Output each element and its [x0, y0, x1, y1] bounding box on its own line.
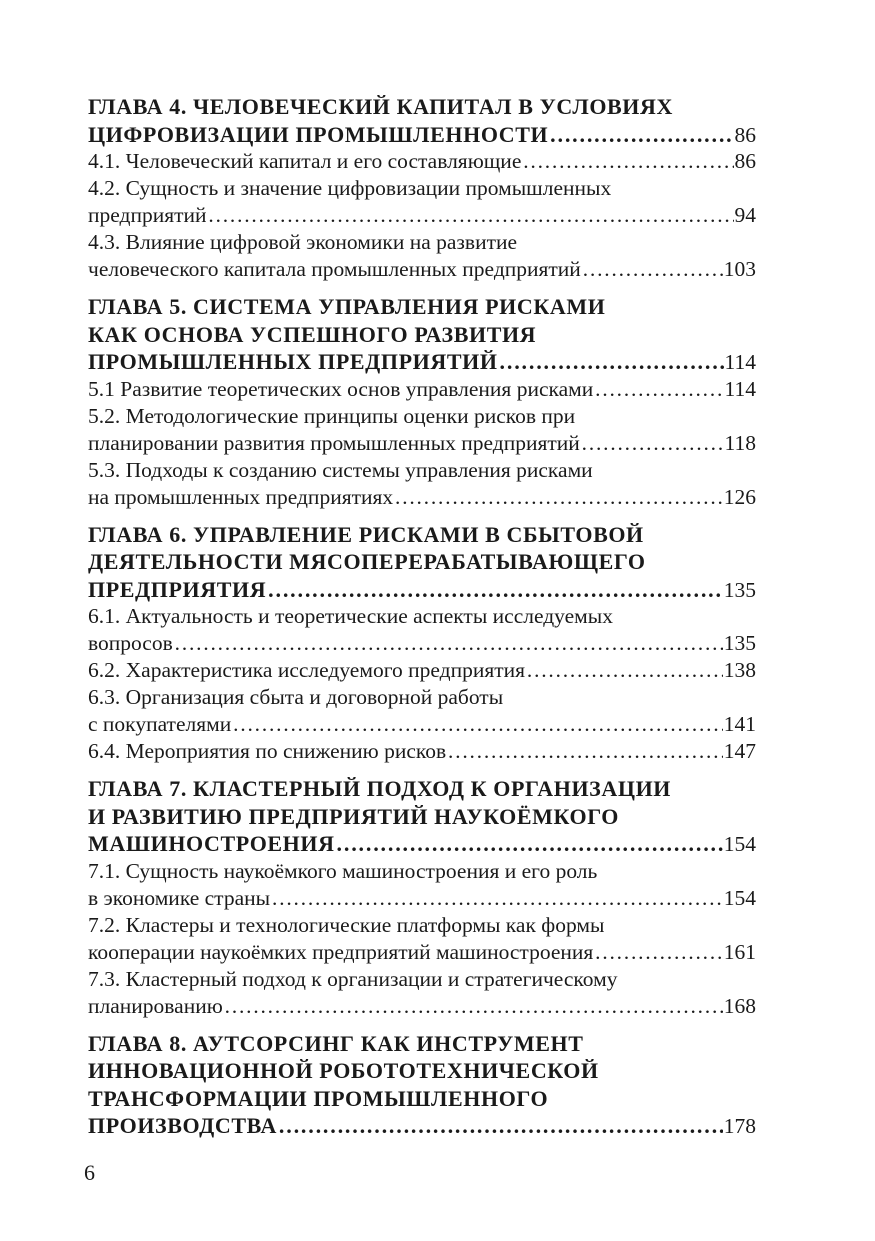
toc-page-number: 154	[723, 885, 756, 910]
toc-entry-line	[88, 430, 756, 457]
toc-page-number: 86	[734, 149, 756, 173]
toc-page-number: 103	[723, 257, 756, 281]
toc-entry-text: 4.2. Сущность и значение цифровизации промышленных	[88, 176, 612, 200]
toc-entry-text: 5.2. Методологические принципы оценки рисков при	[88, 403, 576, 428]
toc-page-number: 147	[723, 739, 756, 763]
toc-page-number: 135	[723, 631, 756, 655]
toc-entry-text: вопросов	[88, 631, 173, 655]
dot-leader	[581, 430, 724, 457]
toc-entry-line	[88, 830, 756, 858]
toc-entry-text: ИННОВАЦИОННОЙ РОБОТОТЕХНИЧЕСКОЙ	[88, 1058, 599, 1083]
toc-page-number: 178	[723, 1114, 756, 1138]
toc-entry-line	[88, 576, 756, 604]
toc-entry-line	[88, 993, 756, 1020]
toc-entry-line-continued	[88, 521, 756, 549]
toc-entry-line	[88, 121, 756, 149]
toc-entry-line-continued	[88, 229, 756, 256]
toc-chapter-ch5	[88, 293, 756, 376]
dot-leader	[447, 738, 723, 765]
toc-entry-text: ГЛАВА 4. ЧЕЛОВЕЧЕСКИЙ КАПИТАЛ В УСЛОВИЯХ	[88, 94, 673, 119]
toc-entry-text: ДЕЯТЕЛЬНОСТИ МЯСОПЕРЕРАБАТЫВАЮЩЕГО	[88, 549, 646, 574]
toc-entry-line-continued	[88, 684, 756, 711]
toc-entry-text: 7.2. Кластеры и технологические платформы как формы	[88, 912, 605, 937]
toc-page-number: 114	[724, 350, 756, 374]
toc-page-number: 94	[734, 203, 756, 227]
toc-entry-line-continued	[88, 1057, 756, 1085]
toc-chapter-ch6	[88, 521, 756, 604]
toc-entry-line	[88, 148, 756, 175]
dot-leader	[594, 376, 723, 403]
toc-entry-text: кооперации наукоёмких предприятий машиностроения	[88, 939, 594, 964]
toc-section	[88, 684, 756, 738]
toc-entry-text: ГЛАВА 6. УПРАВЛЕНИЕ РИСКАМИ В СБЫТОВОЙ	[88, 521, 644, 547]
toc-entry-text: И РАЗВИТИЮ ПРЕДПРИЯТИЙ НАУКОЁМКОГО	[88, 803, 619, 829]
toc-section	[88, 966, 756, 1020]
toc-entry-text: 4.1. Человеческий капитал и его составляющие	[88, 149, 522, 173]
toc-entry-line-continued	[88, 803, 756, 831]
toc-entry-line	[88, 711, 756, 738]
toc-entry-line-continued	[88, 1030, 756, 1058]
toc-section	[88, 603, 756, 657]
toc-page-number: 114	[724, 376, 756, 401]
toc-page-number: 161	[723, 939, 756, 964]
toc-section	[88, 229, 756, 283]
toc-entry-line	[88, 484, 756, 511]
toc-entry-text: с покупателями	[88, 712, 232, 736]
toc-entry-text: 6.3. Организация сбыта и договорной работы	[88, 685, 504, 709]
toc-entry-text: ГЛАВА 8. АУТСОРСИНГ КАК ИНСТРУМЕНТ	[88, 1030, 584, 1056]
dot-leader	[526, 657, 723, 684]
toc-entry-line	[88, 376, 756, 403]
toc-entry-line	[88, 348, 756, 376]
toc-section	[88, 738, 756, 765]
toc-entry-line	[88, 738, 756, 765]
dot-leader	[522, 148, 733, 175]
toc-entry-line-continued	[88, 293, 756, 321]
dot-leader	[224, 993, 723, 1020]
toc-entry-text: ПРЕДПРИЯТИЯ	[88, 576, 267, 602]
dot-leader	[208, 202, 734, 229]
toc-entry-text: 5.3. Подходы к созданию системы управления рисками	[88, 457, 593, 482]
toc-entry-text: ГЛАВА 7. КЛАСТЕРНЫЙ ПОДХОД К ОРГАНИЗАЦИИ	[88, 776, 672, 801]
toc-page-number: 141	[723, 712, 756, 736]
dot-leader	[594, 939, 722, 966]
toc-entry-line-continued	[88, 457, 756, 484]
toc-section	[88, 175, 756, 229]
dot-leader	[174, 630, 723, 657]
toc-entry-line-continued	[88, 775, 756, 803]
toc-entry-text: ПРОИЗВОДСТВА	[88, 1113, 278, 1138]
toc-entry-text: человеческого капитала промышленных предприятий	[88, 257, 581, 281]
toc-entry-line	[88, 256, 756, 283]
dot-leader	[278, 1112, 723, 1140]
toc-page-number: 118	[724, 430, 756, 455]
toc-entry-line	[88, 1112, 756, 1140]
toc-entry-text: МАШИНОСТРОЕНИЯ	[88, 831, 335, 856]
toc-entry-line	[88, 885, 756, 912]
toc-entry-line	[88, 939, 756, 966]
dot-leader	[267, 576, 723, 604]
toc-entry-text: ПРОМЫШЛЕННЫХ ПРЕДПРИЯТИЙ	[88, 349, 498, 374]
toc-entry-text: планировании развития промышленных предприятий	[88, 430, 580, 455]
toc-entry-line-continued	[88, 1085, 756, 1113]
toc-entry-line-continued	[88, 548, 756, 576]
dot-leader	[232, 711, 723, 738]
toc-entry-text: 4.3. Влияние цифровой экономики на развитие	[88, 230, 518, 254]
toc-entry-text: 6.2. Характеристика исследуемого предприятия	[88, 658, 526, 682]
dot-leader	[336, 830, 723, 858]
toc-entry-text: ГЛАВА 5. СИСТЕМА УПРАВЛЕНИЯ РИСКАМИ	[88, 294, 606, 319]
toc-entry-text: 5.1 Развитие теоретических основ управления рисками	[88, 376, 594, 401]
toc-entry-text: 7.1. Сущность наукоёмкого машиностроения и его роль	[88, 858, 598, 883]
toc-entry-text: планированию	[88, 993, 223, 1018]
toc-entry-line-continued	[88, 603, 756, 630]
toc-entry-line-continued	[88, 321, 756, 349]
table-of-contents	[88, 93, 756, 1140]
toc-section	[88, 457, 756, 511]
toc-entry-line	[88, 202, 756, 229]
toc-page-number: 138	[723, 658, 756, 682]
toc-entry-text: ТРАНСФОРМАЦИИ ПРОМЫШЛЕННОГО	[88, 1085, 549, 1111]
toc-entry-line-continued	[88, 966, 756, 993]
page-number: 6	[84, 1160, 95, 1185]
toc-page-number: 86	[734, 122, 756, 147]
toc-entry-line	[88, 657, 756, 684]
toc-section	[88, 403, 756, 457]
toc-entry-text: предприятий	[88, 203, 207, 227]
toc-entry-line	[88, 630, 756, 657]
toc-page-number: 135	[723, 577, 756, 602]
dot-leader	[394, 484, 723, 511]
toc-entry-text: КАК ОСНОВА УСПЕШНОГО РАЗВИТИЯ	[88, 321, 537, 347]
toc-entry-text: в экономике страны	[88, 885, 271, 910]
toc-entry-line-continued	[88, 858, 756, 885]
dot-leader	[271, 885, 723, 912]
toc-entry-line-continued	[88, 912, 756, 939]
toc-page-number: 126	[723, 484, 756, 509]
toc-page-number: 168	[723, 993, 756, 1018]
toc-page-number: 154	[723, 832, 756, 856]
toc-chapter-ch4	[88, 93, 756, 148]
toc-entry-line-continued	[88, 175, 756, 202]
toc-entry-text: 6.4. Мероприятия по снижению рисков	[88, 739, 447, 763]
toc-section	[88, 657, 756, 684]
dot-leader	[499, 348, 724, 376]
toc-chapter-ch8	[88, 1030, 756, 1140]
toc-section	[88, 912, 756, 966]
toc-section	[88, 148, 756, 175]
toc-entry-text: на промышленных предприятиях	[88, 484, 394, 509]
dot-leader	[549, 121, 733, 149]
toc-entry-line-continued	[88, 403, 756, 430]
toc-section	[88, 858, 756, 912]
toc-entry-text: ЦИФРОВИЗАЦИИ ПРОМЫШЛЕННОСТИ	[88, 121, 549, 147]
dot-leader	[582, 256, 723, 283]
toc-entry-text: 6.1. Актуальность и теоретические аспекты исследуемых	[88, 604, 613, 628]
toc-section	[88, 376, 756, 403]
toc-entry-text: 7.3. Кластерный подход к организации и стратегическому	[88, 966, 618, 991]
toc-entry-line-continued	[88, 93, 756, 121]
toc-chapter-ch7	[88, 775, 756, 858]
